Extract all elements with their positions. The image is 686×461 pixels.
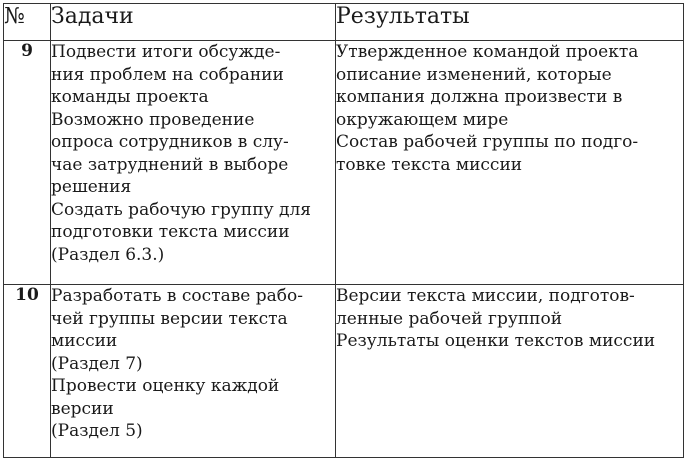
table-row — [4, 285, 684, 458]
results-cell — [336, 41, 684, 285]
task-item: Возможно проведение опроса сотрудников в слу- чае затруднений в выборе решения — [51, 109, 289, 198]
result-item: Версии текста миссии, подготов- ленные рабочей группой — [336, 286, 635, 329]
task-item: Подвести итоги обсужде- ния проблем на собрании команды проекта — [51, 42, 284, 108]
tasks-results-table — [3, 3, 684, 458]
table-row — [4, 41, 684, 285]
task-item: Провести оценку каждой версии (Раздел 5) — [51, 376, 280, 442]
result-item: Результаты оценки текстов миссии — [336, 331, 656, 352]
header-number: № — [4, 4, 51, 41]
header-tasks: Задачи — [51, 4, 336, 41]
results-cell — [336, 285, 684, 458]
row-number: 10 — [4, 285, 51, 458]
task-item: Разработать в составе рабо- чей группы версии текста миссии (Раздел 7) — [51, 286, 303, 374]
table-header-row — [4, 4, 684, 41]
tasks-cell — [51, 285, 336, 458]
header-results: Результаты — [336, 4, 684, 41]
result-item: Состав рабочей группы по подго- товке текста миссии — [336, 132, 639, 175]
tasks-cell — [51, 41, 336, 285]
row-number: 9 — [4, 41, 51, 285]
task-item: Создать рабочую группу для подготовки текста миссии (Раздел 6.3.) — [51, 199, 311, 265]
result-item: Утвержденное командой проекта описание изменений, которые компания должна произвести в окружающем мире — [336, 42, 639, 130]
